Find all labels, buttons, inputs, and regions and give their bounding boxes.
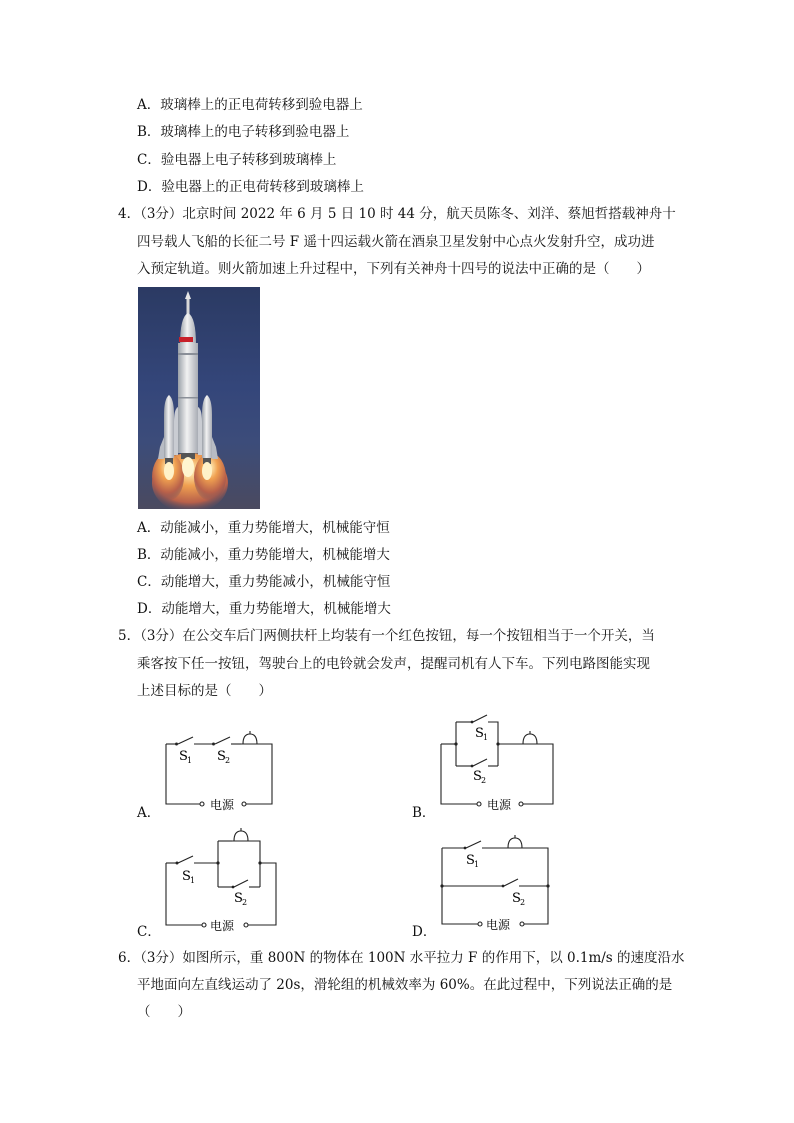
circuit-a [160,730,278,819]
q6-stem-line-1: 6．（3分）如图所示，重 800N 的物体在 100N 水平拉力 F 的作用下，以 0.1m/s 的速度沿水 [118,950,685,966]
q4-option-c: C．动能增大，重力势能减小，机械能守恒 [137,574,391,590]
label-s1-sub: 1 [474,860,480,869]
q5-stem-line-3: 上述目标的是（ ） [137,683,272,699]
label-s2: S [217,749,226,764]
circuit-c [160,827,280,939]
circuit-d [436,834,554,938]
label-s1: S [182,869,191,884]
label-s2-sub: 2 [225,756,231,765]
rocket-launch-photo [138,287,260,509]
q4-option-b: B．动能减小，重力势能增大，机械能增大 [137,547,390,563]
label-s1: S [466,853,475,868]
q3-option-a: A．玻璃棒上的正电荷转移到验电器上 [137,97,363,113]
bell-icon [508,838,522,848]
label-s2-sub: 2 [520,898,526,907]
power-label: 电源 [210,798,235,812]
bell-icon [234,831,248,841]
circuit-a-letter: A． [137,805,161,821]
label-s2: S [512,891,521,906]
q4-option-d: D．动能增大，重力势能增大，机械能增大 [137,601,391,617]
circuit-b [435,712,559,819]
circuit-d-letter: D． [412,924,437,940]
power-label: 电源 [210,919,235,933]
q4-option-a: A．动能减小，重力势能增大，机械能守恒 [137,520,390,536]
label-s2-sub: 2 [242,898,248,907]
label-s1-sub: 1 [190,876,196,885]
circuit-c-letter: C． [137,924,161,940]
q6-stem-line-2: 平地面向左直线运动了 20s，滑轮组的机械效率为 60%。在此过程中，下列说法正确的是 [137,977,673,993]
q3-option-c: C．验电器上电子转移到玻璃棒上 [137,152,337,168]
q3-option-b: B．玻璃棒上的电子转移到验电器上 [137,124,350,140]
rocket-illustration [138,287,260,509]
power-label: 电源 [487,798,512,812]
bell-icon [243,734,257,744]
switch-s1-blade [178,737,193,744]
q6-stem-line-3: （ ） [137,1004,191,1020]
label-s2: S [234,891,243,906]
switch-s2-blade [215,737,230,744]
label-s2-sub: 2 [481,776,487,785]
q5-stem-line-1: 5．（3分）在公交车后门两侧扶杆上均装有一个红色按钮，每一个按钮相当于一个开关，当 [118,628,655,644]
q4-stem-line-3: 入预定轨道。则火箭加速上升过程中，下列有关神舟十四号的说法中正确的是（ ） [137,261,650,277]
q3-option-d: D．验电器上的正电荷转移到玻璃棒上 [137,179,364,195]
q5-stem-line-2: 乘客按下任一按钮，驾驶台上的电铃就会发声，提醒司机有人下车。下列电路图能实现 [137,656,650,672]
label-s1: S [475,726,484,741]
bell-icon [523,734,537,744]
label-s1: S [179,749,188,764]
label-s1-sub: 1 [483,733,489,742]
q4-stem-line-2: 四号载人飞船的长征二号 F 遥十四运载火箭在酒泉卫星发射中心点火发射升空，成功进 [137,234,655,250]
q4-stem-line-1: 4．（3分）北京时间 2022 年 6 月 5 日 10 时 44 分，航天员陈冬、刘洋、蔡旭哲搭载神舟十 [118,206,676,222]
power-label: 电源 [486,918,511,932]
label-s1-sub: 1 [187,756,193,765]
circuit-b-letter: B． [412,805,436,821]
label-s2: S [473,769,482,784]
